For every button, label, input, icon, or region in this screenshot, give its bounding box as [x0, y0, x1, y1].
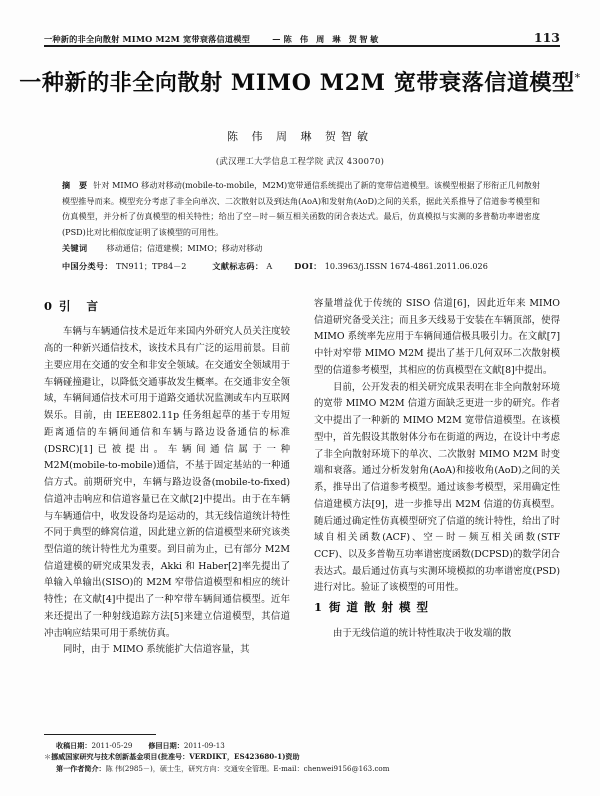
doi-label: DOI：	[294, 260, 322, 271]
section-number-1: 1	[314, 600, 323, 615]
received-value: 2011-05-29	[91, 741, 133, 750]
abstract-body	[62, 178, 540, 240]
article-affiliation: (武汉理工大学信息工程学院 武汉 430070)	[215, 156, 385, 166]
body-columns	[44, 296, 560, 716]
abstract-label: 摘 要	[62, 180, 91, 190]
doccode-label: 文献标志码：	[212, 260, 264, 271]
page-number: 113	[533, 30, 560, 45]
footer-author-bio	[44, 763, 514, 774]
doi-segment	[294, 259, 488, 274]
page-title	[0, 66, 600, 97]
section-title-1: 街道散射模型	[329, 600, 435, 615]
article-title-text: 一种新的非全向散射 MIMO M2M 宽带衰落信道模型	[19, 70, 575, 96]
article-authors: 陈 伟 周 琳 贺智敏	[227, 130, 373, 143]
classification-line	[62, 259, 540, 274]
clc-spacer-2	[272, 259, 294, 274]
clc-value: TN911；TP84－2	[115, 260, 187, 271]
doccode-segment	[212, 259, 272, 274]
clc-segment	[62, 259, 186, 274]
abstract-text: 针对 MIMO 移动对移动(mobile-to-mobile，M2M)宽带通信系统提出了新的宽带信道模型。该模型根据了形衔正几何散射模型推导而来。模型充分考虑了非全向单次、二次散射以及到达角(AoA)和发射角(AoD)之间的关系，据此关系推导了信道参考模型和仿真模型，并分析了仿真模型的相关特性；给出了空－时－频互相关函数的闭合表达式。最后，仿真模拟与实测的多普勒功率谱密度(PSD)比对比相似度证明了该模型的可用性。	[62, 180, 540, 237]
paragraph: 同时，由于 MIMO 系统能扩大信道容量，其	[63, 644, 250, 656]
bio-label: 第一作者简介：	[56, 763, 106, 773]
running-head-left	[44, 34, 381, 45]
paragraph: 容量增益优于传统的 SISO 信道[6]，因此近年来 MIMO 信道研究备受关注；而且多天线易于安装在车辆顶部，使得 MIMO 系统率先应用于车辆间通信极具吸引力。在文献[7]中针对窄带 MIMO M2M 提出了基于几何双环二次散射模型的信道参考模型，其相应的仿真模型在文献[8]中提出。	[314, 298, 560, 376]
column-left	[44, 296, 290, 716]
revised-label: 修回日期：	[148, 741, 184, 750]
paragraph: 由于无线信道的统计特性取决于收发端的散	[333, 627, 512, 639]
funding-text: 挪威国家研究与技术创新基金项目(批准号：VERDIKT，ES423680-1)资助	[51, 752, 300, 762]
section-title-0: 引 言	[59, 299, 105, 313]
section-number-0: 0	[44, 299, 53, 313]
bio-text: 陈 伟(2985－)，硕士生，研究方向：交通安全管理。E-mail：chenwei9156@163.com	[105, 763, 390, 773]
section-heading-1	[314, 597, 560, 617]
running-head	[44, 30, 560, 45]
footer-notes	[44, 740, 514, 774]
funding-marker: ＊	[44, 752, 52, 762]
running-head-dash: —	[272, 34, 281, 44]
running-head-authors: 陈 伟 周 琳 贺智敏	[283, 34, 381, 44]
title-footnote-marker: *	[574, 71, 581, 85]
keywords-label: 关键词	[62, 243, 88, 254]
abstract-block	[62, 178, 540, 274]
clc-spacer-1	[186, 259, 212, 274]
doi-value: 10.3963/j.ISSN 1674-4861.2011.06.026	[324, 260, 488, 271]
running-head-title: 一种新的非全向散射 MIMO M2M 宽带衰落信道模型	[44, 34, 251, 44]
revised-value: 2011-09-13	[183, 741, 225, 750]
keywords-line	[62, 241, 540, 256]
section-heading-0	[44, 296, 290, 316]
keywords-text: 移动通信；信道建模；MIMO；移动对移动	[106, 243, 263, 254]
column-right	[314, 296, 560, 716]
footer-funding	[44, 751, 514, 762]
footer-dates	[44, 740, 514, 751]
clc-label: 中国分类号：	[62, 260, 113, 271]
paragraph: 目前，公开发表的相关研究成果表明在非全向散射环境的宽带 MIMO M2M 信道方面缺乏更进一步的研究。作者文中提出了一种新的 MIMO M2M 宽带信道模型。在该模型中，首先假设其散射体分布在街道的两边，在设计中考虑了非全向散射环境下的单次、二次散射 MIMO M2M 时变端和衰落。通过分析发射角(AoA)和接收角(AoD)之间的关系，推导出了信道参考模型。通过该参考模型，采用确定性信道建模方法[9]，进一步推导出 M2M 信道的仿真模型。随后通过确定性仿真模型研究了信道的统计特性，给出了时域自相关函数(ACF)、空－时－频互相关函数(STF CCF)、以及多普勒互功率谱密度函数(DCPSD)的数学闭合表达式。最后通过仿真与实测环境模拟的功率谱密度(PSD)进行对比。验证了该模型的可用性。	[314, 381, 560, 594]
paragraph: 车辆与车辆通信技术是近年来国内外研究人员关注度较高的一种新兴通信技术，该技术具有广泛的运用前景。目前主要应用在交通的安全和非安全领域。在交通安全领域用于车辆碰撞避让，以降低交通事故发生概率。在交通非安全领域，车辆间通信技术可用于道路交通状况监测或车内互联网娱乐。目前，由 IEEE802.11p 任务组起草的基于专用短距离通信的车辆间通信和车辆与路边设备通信的标准(DSRC)[1]已被提出。车辆间通信属于一种 M2M(mobile-to-mobile)通信，不基于固定基站的一种通信方式。前期研究中，车辆与路边设备(mobile-to-fixed)信道冲击响应和信道容量已在文献[2]中提出。由于在车辆与车辆通信中，收发设备均是运动的，其无线信道统计特性不同于典型的蜂窝信道，因此建立新的信道模型来研究该类型信道的统计特性尤为重要。到目前为止，已有部分 M2M 信道建模的研究成果发表，Akki 和 Haber[2]率先提出了单输入单输出(SISO)的 M2M 窄带信道模型和相应的统计特性；在文献[4]中提出了一种窄带车辆间通信模型。近年来还提出了一种射线追踪方法[5]来建立信道模型，其信道冲击响应结果可用于系统仿真。	[44, 326, 290, 639]
header-rule	[44, 45, 560, 47]
doccode-value: A	[266, 260, 273, 271]
received-label: 收稿日期：	[56, 741, 92, 750]
footer-rule	[44, 734, 156, 735]
